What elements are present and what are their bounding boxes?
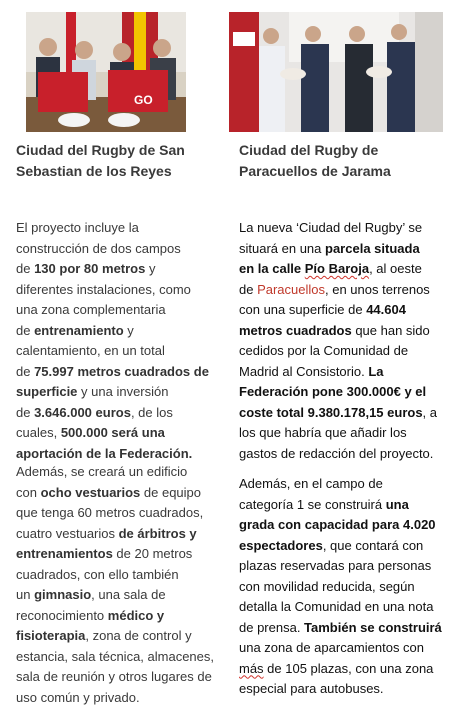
left-paragraph-2 <box>16 462 220 708</box>
emphasis-text: entrenamiento <box>34 323 124 338</box>
text-line <box>16 606 220 627</box>
emphasis-text: metros cuadrados <box>239 323 352 338</box>
text-segment: especial para autobuses. <box>239 681 384 696</box>
text-line <box>16 280 220 301</box>
text-line <box>239 536 446 557</box>
right-title: Ciudad del Rugby de Paracuellos de Jarama <box>239 140 439 182</box>
emphasis-text: 130 por 80 metros <box>34 261 145 276</box>
text-line <box>239 577 446 598</box>
text-line <box>239 362 446 383</box>
emphasis-text: superficie <box>16 384 77 399</box>
text-line <box>16 341 220 362</box>
emphasis-text: aportación de la Federación. <box>16 446 192 461</box>
text-segment: de 105 plazas, con una zona <box>264 661 434 676</box>
emphasis-text: espectadores <box>239 538 323 553</box>
text-line <box>239 321 446 342</box>
right-photo-image <box>229 12 443 132</box>
emphasis-text: gimnasio <box>34 587 91 602</box>
text-segment: uso común y privado. <box>16 690 140 705</box>
text-line <box>16 483 220 504</box>
text-line <box>16 382 220 403</box>
text-segment: categoría 1 se construirá <box>239 497 386 512</box>
text-line <box>239 597 446 618</box>
text-segment: una zona de aparcamientos con <box>239 640 424 655</box>
text-line <box>239 423 446 444</box>
text-segment: con una superficie de <box>239 302 366 317</box>
text-segment: una zona complementaria <box>16 302 166 317</box>
text-segment: más <box>239 661 264 676</box>
text-line <box>239 259 446 280</box>
emphasis-text: en la calle <box>239 261 305 276</box>
text-segment: diferentes instalaciones, como <box>16 282 191 297</box>
text-line <box>16 688 220 708</box>
emphasis-text: médico y <box>108 608 164 623</box>
text-segment: reconocimiento <box>16 608 108 623</box>
text-segment: cuatro vestuarios <box>16 526 119 541</box>
text-line <box>16 423 220 444</box>
text-segment: con <box>16 485 41 500</box>
text-segment: , a <box>423 405 437 420</box>
text-line <box>239 659 446 680</box>
text-segment: , zona de control y <box>85 628 191 643</box>
emphasis-text: parcela situada <box>325 241 420 256</box>
emphasis-text: 500.000 será una <box>61 425 165 440</box>
text-segment: de equipo <box>140 485 201 500</box>
text-segment: gastos de redacción del proyecto. <box>239 446 433 461</box>
emphasis-text: una <box>386 497 409 512</box>
left-photo-image <box>26 12 186 132</box>
text-segment: de <box>16 261 34 276</box>
text-line <box>16 626 220 647</box>
text-segment: Además, se creará un edificio <box>16 464 187 479</box>
text-line <box>16 239 220 260</box>
text-line <box>16 565 220 586</box>
text-line <box>239 239 446 260</box>
text-segment: de 20 metros <box>113 546 193 561</box>
text-line <box>16 444 220 465</box>
text-line <box>16 218 220 239</box>
text-line <box>16 544 220 565</box>
text-segment: , que contará con <box>323 538 423 553</box>
text-line <box>16 667 220 688</box>
emphasis-text: 3.646.000 euros <box>34 405 131 420</box>
emphasis-text: fisioterapia <box>16 628 85 643</box>
text-segment: calentamiento, en un total <box>16 343 165 358</box>
text-segment: que tenga 60 metros cuadrados, <box>16 505 203 520</box>
text-segment: construcción de dos campos <box>16 241 181 256</box>
text-segment: y una inversión <box>77 384 168 399</box>
text-segment: El proyecto incluye la <box>16 220 139 235</box>
text-line <box>239 556 446 577</box>
text-segment: Además, en el campo de <box>239 476 383 491</box>
text-line <box>239 618 446 639</box>
right-paragraph-1 <box>239 218 446 464</box>
left-photo <box>26 12 186 132</box>
text-line <box>239 280 446 301</box>
text-segment: La nueva ‘Ciudad del Rugby’ se <box>239 220 422 235</box>
text-line <box>239 218 446 239</box>
text-line <box>239 638 446 659</box>
text-segment: y <box>124 323 134 338</box>
left-title: Ciudad del Rugby de San Sebastian de los Reyes <box>16 140 216 182</box>
text-segment: , en unos terrenos <box>325 282 430 297</box>
text-segment: de <box>239 282 257 297</box>
text-segment: de <box>16 405 34 420</box>
text-line <box>239 403 446 424</box>
emphasis-text: La <box>368 364 383 379</box>
text-segment: de <box>16 323 34 338</box>
text-segment: cedidos por la Comunidad de <box>239 343 408 358</box>
place-name: Paracuellos <box>257 282 325 297</box>
text-line <box>239 495 446 516</box>
text-segment: plazas reservadas para personas <box>239 558 431 573</box>
right-paragraph-2 <box>239 474 446 700</box>
text-line <box>239 515 446 536</box>
text-line <box>16 259 220 280</box>
left-paragraph-1 <box>16 218 220 464</box>
text-segment: , de los <box>131 405 173 420</box>
text-segment: cuadrados, con ello también <box>16 567 179 582</box>
emphasis-text: Federación pone 300.000€ y el <box>239 384 426 399</box>
emphasis-text: de árbitros y <box>119 526 197 541</box>
text-segment: de <box>16 364 34 379</box>
emphasis-text: entrenamientos <box>16 546 113 561</box>
text-segment: y <box>145 261 155 276</box>
text-line <box>239 474 446 495</box>
right-photo <box>229 12 443 132</box>
text-segment: con movilidad reducida, según <box>239 579 415 594</box>
text-line <box>239 444 446 465</box>
emphasis-text: coste total 9.380.178,15 euros <box>239 405 423 420</box>
text-line <box>239 300 446 321</box>
text-line <box>16 585 220 606</box>
text-line <box>16 524 220 545</box>
text-line <box>16 321 220 342</box>
text-segment: detalla la Comunidad en una nota <box>239 599 433 614</box>
text-segment: que han sido <box>352 323 430 338</box>
text-segment: los que habría que añadir los <box>239 425 407 440</box>
text-segment: Madrid al Consistorio. <box>239 364 368 379</box>
emphasis-text: 75.997 metros cuadrados de <box>34 364 209 379</box>
text-segment: estancia, sala técnica, almacenes, <box>16 649 214 664</box>
text-line <box>16 503 220 524</box>
text-segment: de prensa. <box>239 620 304 635</box>
text-segment: , una sala de <box>91 587 165 602</box>
text-line <box>16 647 220 668</box>
text-segment: sala de reunión y otros lugares de <box>16 669 212 684</box>
text-line <box>16 403 220 424</box>
text-line <box>239 679 446 700</box>
emphasis-text: grada con capacidad para 4.020 <box>239 517 436 532</box>
text-line <box>16 362 220 383</box>
text-segment: un <box>16 587 34 602</box>
text-segment: situará en una <box>239 241 325 256</box>
svg-text:GO: GO <box>134 93 153 107</box>
text-segment: cuales, <box>16 425 61 440</box>
text-segment: , al oeste <box>369 261 422 276</box>
emphasis-text: 44.604 <box>366 302 406 317</box>
emphasis-text: ocho vestuarios <box>41 485 141 500</box>
emphasis-text: También se construirá <box>304 620 442 635</box>
text-line <box>16 300 220 321</box>
text-line <box>239 341 446 362</box>
emphasis-text: Pío Baroja <box>305 261 369 276</box>
text-line <box>16 462 220 483</box>
text-line <box>239 382 446 403</box>
